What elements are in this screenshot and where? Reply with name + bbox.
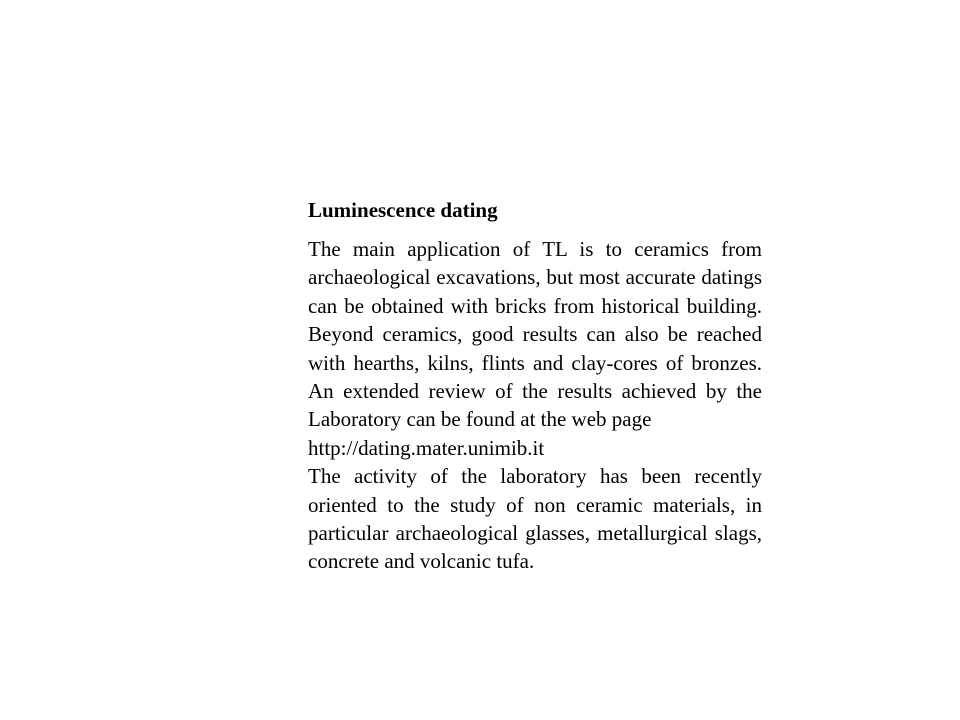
section-heading: Luminescence dating <box>308 198 498 222</box>
body-paragraph-1 <box>308 235 762 462</box>
document-block <box>308 196 762 576</box>
body-paragraph-2: The activity of the laboratory has been recently oriented to the study of non ceramic materials, in particular archaeological glasses, metallurgical slags, concrete and volcanic tufa. <box>308 464 762 574</box>
paragraph-1-text: The main application of TL is to ceramics from archaeological excavations, but most accurate datings can be obtained with bricks from historical building. Beyond ceramics, good results can also be reached with hearths, kilns, flints and clay-cores of bronzes. An extended review of the results achieved by the Laboratory can be found at the web page <box>308 237 762 432</box>
web-page-url: http://dating.mater.unimib.it <box>308 435 545 460</box>
